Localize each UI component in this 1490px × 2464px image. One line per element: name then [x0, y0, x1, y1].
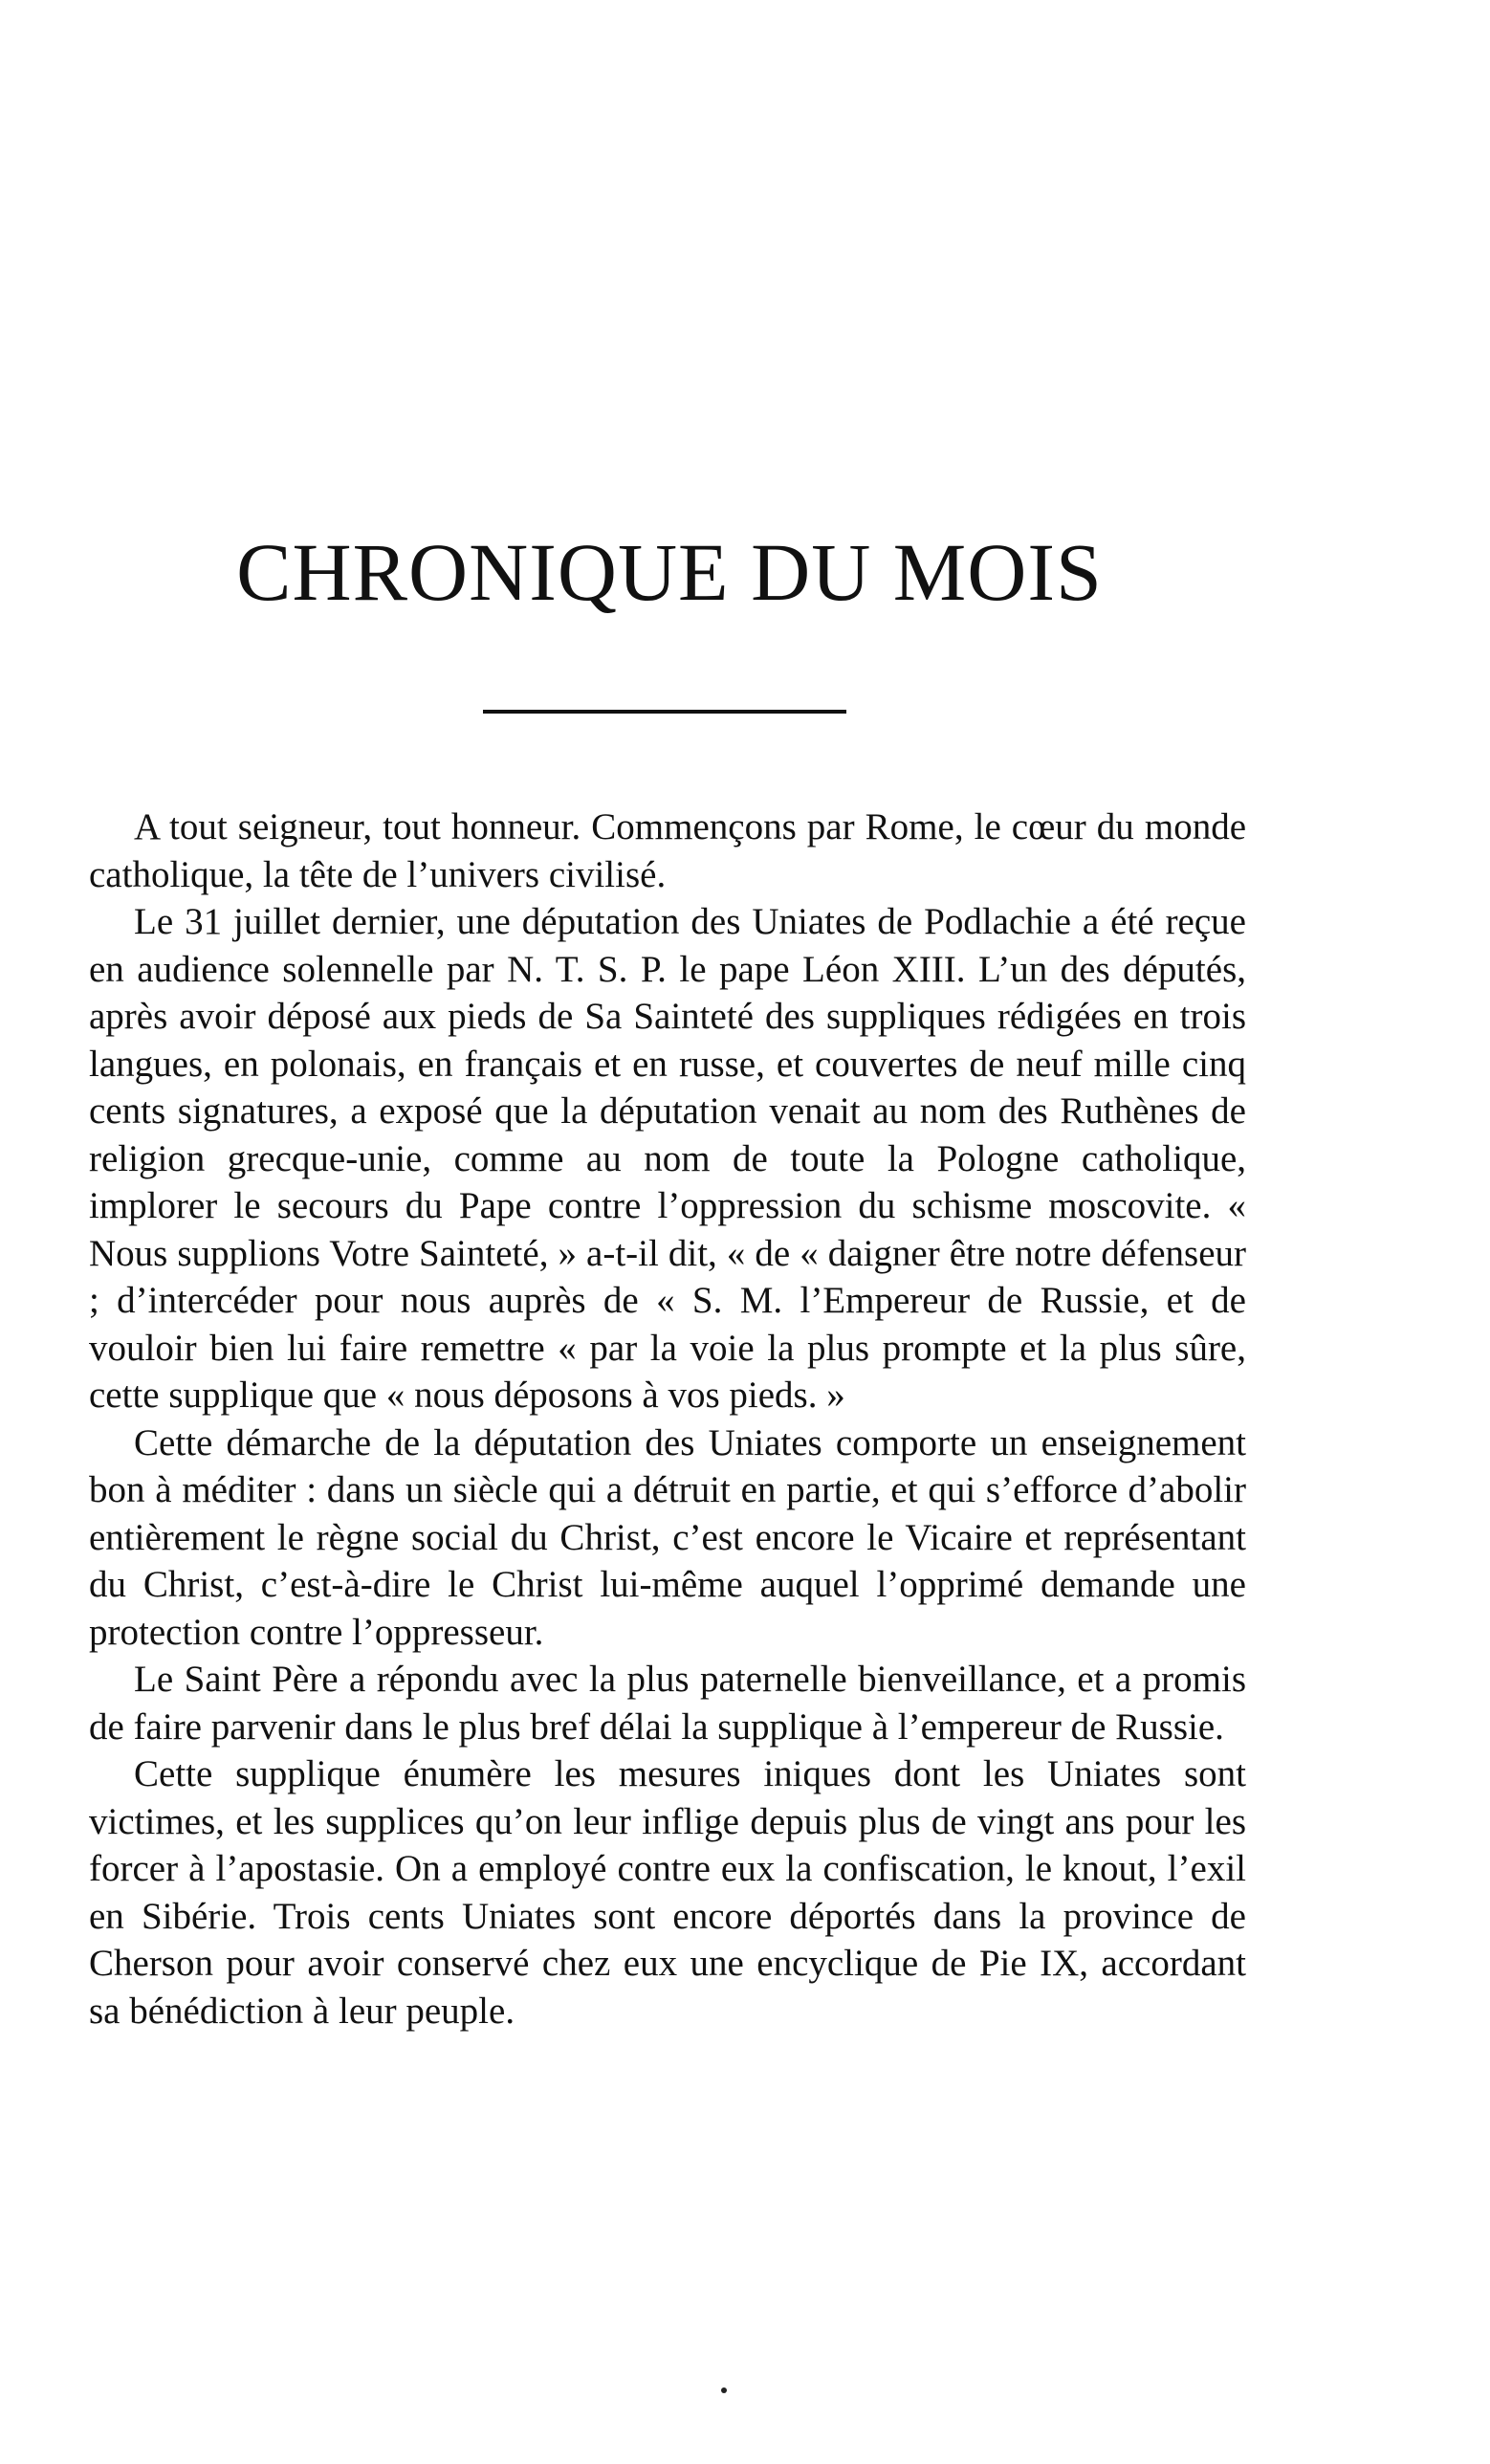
paragraph: Le Saint Père a répondu avec la plus paternelle bienveillance, et a promis de faire parvenir dans le plus bref délai la supplique à l’empereur de Russie.: [89, 1659, 1246, 1748]
paragraph: Cette supplique énumère les mesures iniques dont les Uniates sont victimes, et les supplices qu’on leur inflige depuis plus de vingt ans pour les forcer à l’apostasie. On a employé contre eux la confiscation, le knout, l’exil en Sibérie. Trois cents Uniates sont encore déportés dans la province de Cherson pour avoir conservé chez eux une encyclique de Pie IX, accordant sa bénédiction à leur peuple.: [89, 1753, 1246, 2032]
paragraph: Cette démarche de la députation des Uniates comporte un enseignement bon à méditer : dans un siècle qui a détruit en partie, et qui s’efforce d’abolir entièrement le règne social du Christ, c’est encore le Vicaire et représentant du Christ, c’est-à-dire le Christ lui-même auquel l’opprimé demande une protection contre l’oppresseur.: [89, 1421, 1246, 1653]
paragraph: A tout seigneur, tout honneur. Commençons par Rome, le cœur du monde catholique, la tête de l’univers civilisé.: [89, 806, 1246, 895]
page-mark: [721, 2387, 727, 2393]
title-rule: [483, 710, 846, 714]
paragraph: Le 31 juillet dernier, une députation des Uniates de Podlachie a été reçue en audience solennelle par N. T. S. P. le pape Léon XIII. L’un des députés, après avoir déposé aux pieds de Sa Sainteté des suppliques rédigées en trois langues, en polonais, en français et en russe, et couvertes de neuf mille cinq cents signatures, a exposé que la députation venait au nom des Ruthènes de religion grecque-unie, comme au nom de toute la Pologne catholique, implorer le secours du Pape contre l’oppression du schisme moscovite. « Nous supplions Votre Sainteté, » a-t-il dit, « de « daigner être notre défenseur ; d’intercéder pour nous auprès de « S. M. l’Empereur de Russie, et de vouloir bien lui faire remettre « par la voie la plus prompte et la plus sûre, cette supplique que « nous déposons à vos pieds. »: [89, 901, 1246, 1416]
page-title: CHRONIQUE DU MOIS: [236, 526, 1103, 618]
article-body: [89, 803, 1246, 2035]
